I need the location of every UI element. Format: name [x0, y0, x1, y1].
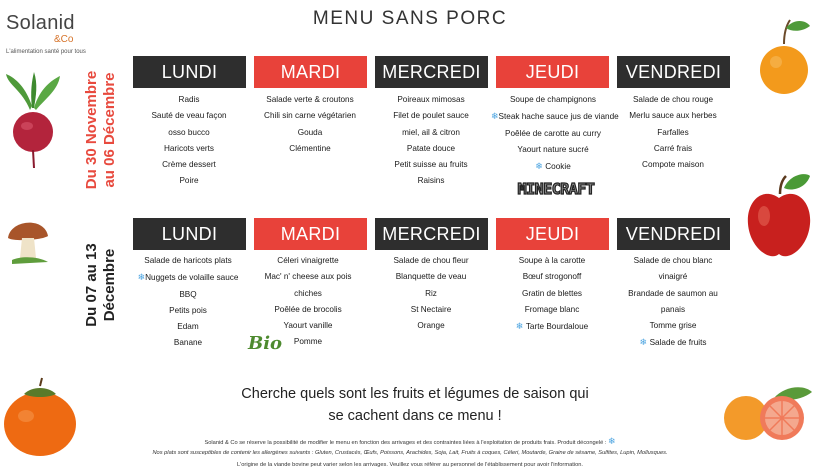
- week2-header-jeudi: JEUDI: [496, 218, 609, 250]
- menu-item: Blanquette de veau: [395, 272, 467, 282]
- week2-header-lundi: LUNDI: [133, 218, 246, 250]
- menu-item: Soupe à la carotte: [518, 256, 586, 265]
- menu-item: BBQ: [179, 289, 197, 299]
- menu-item: miel, ail & citron: [402, 127, 460, 137]
- menu-item: Yaourt nature sucré: [517, 144, 589, 154]
- orange-icon: [756, 16, 812, 100]
- week2-menu-mercredi: [375, 253, 487, 334]
- menu-item: osso bucco: [168, 127, 210, 137]
- brand-tagline: L'alimentation santé pour tous: [6, 49, 86, 55]
- footer-disclaimer: [0, 436, 820, 447]
- menu-item: Gouda: [297, 127, 323, 137]
- week2-header-mercredi: MERCREDI: [375, 218, 488, 250]
- menu-item: Cookie: [545, 162, 571, 172]
- snowflake-icon: ❄: [137, 272, 146, 283]
- week1-label-line2: au 06 Décembre: [101, 72, 118, 188]
- menu-item: Compote maison: [642, 160, 704, 170]
- week1-header-mercredi: MERCREDI: [375, 56, 488, 88]
- snowflake-icon: ❄: [515, 321, 526, 332]
- week1-label-line1: Du 30 Novembre: [83, 70, 100, 190]
- week1-menu-mercredi: [375, 92, 487, 190]
- snowflake-icon: ❄: [535, 161, 546, 172]
- menu-item: Orange: [417, 321, 445, 331]
- menu-item: Poêlée de carotte au curry: [504, 128, 602, 138]
- menu-item: vinaigré: [658, 272, 688, 282]
- menu-item: Brandade de saumon au: [628, 288, 718, 298]
- grapefruit-icon: [720, 384, 814, 444]
- bio-logo: Bio: [248, 333, 283, 354]
- footer-line1: Solanid & Co se réserve la possibilité de modifier le menu en fonction des arrivages et des contraintes liées à l'exploitation de produits frais. Produit décongelé :: [204, 440, 607, 446]
- menu-item: Salade de haricots plats: [144, 256, 232, 265]
- week2-menu-lundi: [126, 253, 250, 352]
- menu-item: Radis: [178, 95, 200, 104]
- question-line2: se cachent dans ce menu !: [328, 408, 502, 424]
- week1-header-mardi: MARDI: [254, 56, 367, 88]
- menu-item: Clémentine: [289, 143, 331, 153]
- menu-item: Carré frais: [653, 143, 693, 153]
- minecraft-logo-text: MINECRAFT: [517, 180, 595, 198]
- menu-item: Petits pois: [169, 305, 207, 315]
- week1-menu-jeudi: [491, 92, 619, 175]
- week1-menu-vendredi: [617, 92, 729, 173]
- week2-header-mardi: MARDI: [254, 218, 367, 250]
- menu-item: Bœuf strogonoff: [522, 272, 582, 282]
- week2-header-vendredi: VENDREDI: [617, 218, 730, 250]
- menu-item: Banane: [173, 338, 203, 348]
- menu-item: Poire: [179, 176, 199, 186]
- week1-menu-mardi: [254, 92, 366, 157]
- menu-item: Crème dessert: [162, 160, 216, 170]
- menu-item: Soupe de champignons: [509, 95, 597, 104]
- week2-label-line1: Du 07 au 13: [83, 243, 100, 327]
- footer-allergens: Nos plats sont susceptibles de contenir les allergènes suivants : Gluten, Crustacés, Œufs, Poissons, Arachides, Soja, Lait, Fruits à coques, Céleri, Moutarde, Graine de sésame, Sulfites, Lupin, Mollusques.: [152, 450, 668, 456]
- footer-origin: L'origine de la viande bovine peut varier selon les arrivages. Veuillez vous référer au personnel de l'établissement pour avoir l'information.: [237, 462, 583, 468]
- beetroot-icon: [0, 70, 64, 170]
- week1-menu-lundi: [133, 92, 245, 190]
- menu-item: Salade de chou blanc: [633, 256, 713, 265]
- week1-header-jeudi: JEUDI: [496, 56, 609, 88]
- menu-item: Raisins: [417, 176, 445, 186]
- week1-header-vendredi: VENDREDI: [617, 56, 730, 88]
- menu-item: Fromage blanc: [524, 304, 580, 314]
- menu-item: Steak hache sauce jus de viande: [498, 112, 619, 122]
- menu-item: Tomme grise: [649, 321, 697, 331]
- page-title: MENU SANS PORC: [312, 8, 508, 29]
- minecraft-logo: [496, 177, 616, 199]
- seasonal-question: [150, 383, 680, 427]
- week2-label-line2: Décembre: [101, 248, 118, 322]
- apple-icon: [744, 172, 814, 262]
- menu-item: Nuggets de volaille sauce: [145, 273, 239, 283]
- week2-menu-vendredi: [617, 253, 729, 352]
- snowflake-icon: ❄: [608, 436, 616, 446]
- menu-item: Salade de chou fleur: [393, 256, 469, 265]
- menu-item: Patate douce: [406, 143, 456, 153]
- menu-item: Salade verte & croutons: [266, 95, 354, 104]
- menu-item: Edam: [177, 322, 199, 332]
- menu-item: Chili sin carne végétarien: [264, 111, 356, 121]
- menu-item: Gratin de blettes: [521, 288, 583, 298]
- menu-item: Tarte Bourdaloue: [525, 322, 589, 332]
- brand-co: &Co: [54, 34, 74, 45]
- snowflake-icon: ❄: [491, 111, 499, 122]
- mushroom-icon: [4, 214, 52, 266]
- menu-item: Mac' n' cheese aux pois chiches: [264, 272, 352, 298]
- menu-item: Riz: [425, 288, 437, 298]
- menu-item: Filet de poulet sauce: [393, 111, 469, 121]
- menu-item: Petit suisse au fruits: [394, 160, 468, 170]
- menu-item: St Nectaire: [410, 304, 452, 314]
- menu-item: Yaourt vanille: [283, 321, 333, 331]
- week2-menu-jeudi: [496, 253, 608, 335]
- menu-item: Poireaux mimosas: [397, 95, 465, 104]
- menu-item: Céleri vinaigrette: [277, 256, 339, 265]
- menu-item: Salade de chou rouge: [632, 95, 714, 104]
- question-line1: Cherche quels sont les fruits et légumes de saison qui: [241, 386, 589, 402]
- menu-item: Poêlée de brocolis: [274, 304, 342, 314]
- menu-item: Merlu sauce aux herbes: [629, 111, 717, 121]
- menu-item: panais: [660, 304, 686, 314]
- menu-item: Pomme: [293, 337, 323, 347]
- persimmon-icon: [0, 372, 80, 460]
- menu-item: Farfalles: [657, 127, 689, 137]
- brand-name: Solanid: [6, 12, 75, 34]
- menu-item: Sauté de veau façon: [151, 111, 227, 121]
- menu-item: Haricots verts: [163, 143, 215, 153]
- menu-item: Salade de fruits: [649, 338, 707, 348]
- snowflake-icon: ❄: [639, 337, 650, 348]
- week1-header-lundi: LUNDI: [133, 56, 246, 88]
